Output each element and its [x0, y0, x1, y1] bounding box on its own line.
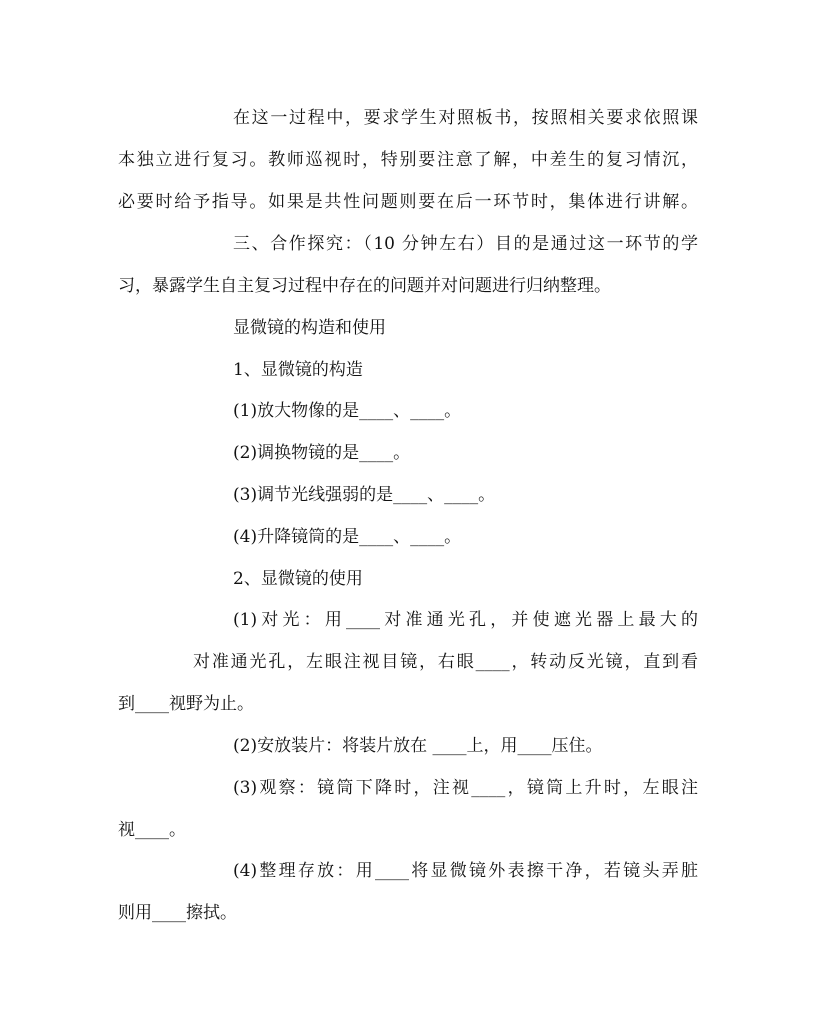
usage-item-1-line-1: (1)对光：用____对准通光孔，并使遮光器上最大的	[233, 610, 698, 630]
usage-item-3-line-1: (3)观察：镜筒下降时，注视____，镜筒上升时，左眼注	[233, 778, 698, 798]
usage-item-1-line-3: 到____视野为止。	[118, 694, 254, 714]
usage-item-2-line-1: (2)安放装片：将装片放在 ____上，用____压住。	[233, 736, 603, 756]
usage-item-4-line-2: 则用____擦拭。	[118, 903, 237, 923]
usage-item-3-line-2: 视____。	[118, 820, 186, 840]
paragraph-1-line-1: 在这一过程中，要求学生对照板书，按照相关要求依照课	[233, 108, 698, 128]
usage-item-4-line-1: (4)整理存放：用____将显微镜外表擦干净，若镜头弄脏	[233, 861, 698, 881]
structure-item-2: (2)调换物镜的是____。	[233, 443, 411, 463]
paragraph-2-line-1: 三、合作探究：（10 分钟左右）目的是通过这一环节的学	[233, 234, 698, 254]
structure-item-3: (3)调节光线强弱的是____、____。	[233, 485, 496, 505]
structure-item-1: (1)放大物像的是____、____。	[233, 401, 462, 421]
usage-item-1-line-2: 对准通光孔，左眼注视目镜，右眼____，转动反光镜，直到看	[193, 652, 698, 672]
section-title: 显微镜的构造和使用	[233, 318, 386, 338]
structure-heading: 1、显微镜的构造	[233, 360, 363, 380]
paragraph-1-line-2: 本独立进行复习。教师巡视时，特别要注意了解，中差生的复习情沉，	[118, 150, 698, 170]
usage-heading: 2、显微镜的使用	[233, 569, 363, 589]
paragraph-2-line-2: 习，暴露学生自主复习过程中存在的问题并对问题进行归纳整理。	[118, 276, 611, 296]
structure-item-4: (4)升降镜筒的是____、____。	[233, 527, 462, 547]
paragraph-1-line-3: 必要时给予指导。如果是共性问题则要在后一环节时，集体进行讲解。	[118, 192, 698, 212]
